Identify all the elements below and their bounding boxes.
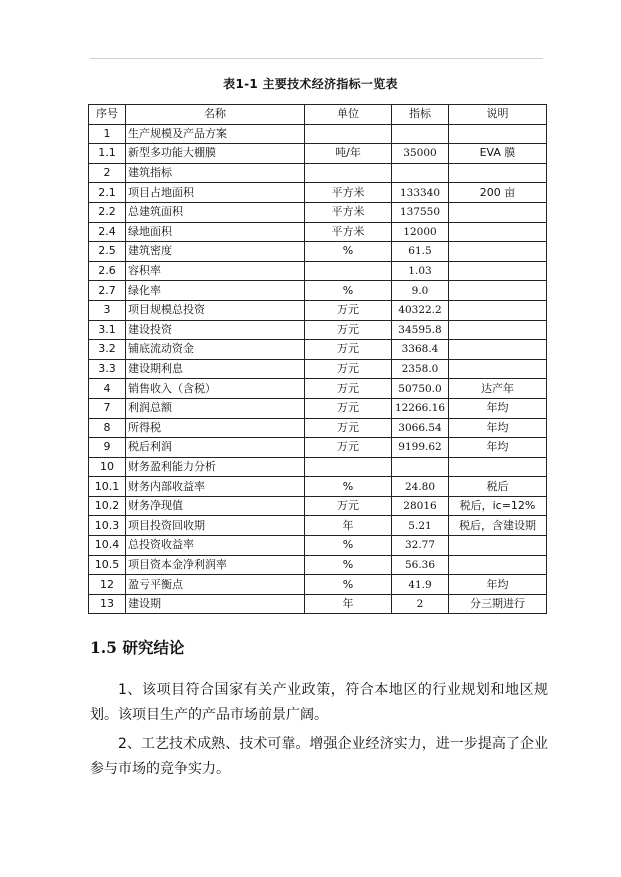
- cell-unit: %: [305, 575, 392, 595]
- cell-unit: 万元: [305, 359, 392, 379]
- cell-name: 建筑密度: [126, 242, 305, 262]
- cell-no: 2.2: [89, 202, 126, 222]
- cell-no: 9: [89, 438, 126, 458]
- table-row: [89, 163, 547, 183]
- table-row: [89, 202, 547, 222]
- cell-unit: 吨/年: [305, 144, 392, 164]
- cell-name: 建设期: [126, 594, 305, 614]
- header-no: 序号: [89, 105, 126, 125]
- cell-no: 3.1: [89, 320, 126, 340]
- cell-no: 1.1: [89, 144, 126, 164]
- section-heading: 1.5 研究结论: [90, 638, 185, 657]
- cell-note: 达产年: [449, 379, 547, 399]
- cell-no: 10.5: [89, 555, 126, 575]
- table-row: [89, 124, 547, 144]
- cell-unit: 平方米: [305, 202, 392, 222]
- table-row: [89, 536, 547, 556]
- cell-name: 财务内部收益率: [126, 477, 305, 497]
- cell-unit: 万元: [305, 340, 392, 360]
- cell-note: EVA 膜: [449, 144, 547, 164]
- conclusion-paragraph-2: 2、工艺技术成熟、技术可靠。增强企业经济实力，进一步提高了企业参与市场的竞争实力。: [90, 736, 548, 777]
- cell-no: 3.2: [89, 340, 126, 360]
- cell-note: 年均: [449, 575, 547, 595]
- cell-note: [449, 261, 547, 281]
- indicators-table: [88, 104, 547, 614]
- cell-name: 所得税: [126, 418, 305, 438]
- table-title: 表1-1 主要技术经济指标一览表: [223, 77, 398, 91]
- cell-name: 总建筑面积: [126, 202, 305, 222]
- table-row: [89, 496, 547, 516]
- cell-unit: %: [305, 242, 392, 262]
- table-row: [89, 144, 547, 164]
- cell-unit: 万元: [305, 379, 392, 399]
- cell-no: 2.1: [89, 183, 126, 203]
- table-row: [89, 555, 547, 575]
- table-row: [89, 261, 547, 281]
- cell-name: 容积率: [126, 261, 305, 281]
- cell-no: 12: [89, 575, 126, 595]
- cell-name: 项目规模总投资: [126, 300, 305, 320]
- cell-note: [449, 320, 547, 340]
- cell-note: [449, 222, 547, 242]
- table-row: [89, 183, 547, 203]
- cell-unit: 万元: [305, 418, 392, 438]
- cell-name: 建筑指标: [126, 163, 305, 183]
- table-row: [89, 516, 547, 536]
- cell-no: 8: [89, 418, 126, 438]
- header-value: 指标: [392, 105, 449, 125]
- cell-note: 分三期进行: [449, 594, 547, 614]
- cell-name: 建设投资: [126, 320, 305, 340]
- cell-unit: %: [305, 536, 392, 556]
- cell-name: 盈亏平衡点: [126, 575, 305, 595]
- cell-note: [449, 202, 547, 222]
- cell-note: [449, 359, 547, 379]
- cell-value: 3368.4: [392, 340, 449, 360]
- cell-no: 3.3: [89, 359, 126, 379]
- cell-value: 50750.0: [392, 379, 449, 399]
- cell-unit: %: [305, 477, 392, 497]
- table-row: [89, 477, 547, 497]
- cell-value: 61.5: [392, 242, 449, 262]
- cell-unit: [305, 124, 392, 144]
- cell-value: 137550: [392, 202, 449, 222]
- cell-value: 2: [392, 594, 449, 614]
- table-row: [89, 457, 547, 477]
- cell-value: 24.80: [392, 477, 449, 497]
- cell-note: [449, 457, 547, 477]
- table-row: [89, 398, 547, 418]
- table-row: [89, 575, 547, 595]
- cell-name: 铺底流动资金: [126, 340, 305, 360]
- cell-value: [392, 163, 449, 183]
- table-row: [89, 300, 547, 320]
- cell-unit: [305, 457, 392, 477]
- table-row: [89, 222, 547, 242]
- cell-name: 利润总额: [126, 398, 305, 418]
- cell-note: 年均: [449, 398, 547, 418]
- cell-name: 绿地面积: [126, 222, 305, 242]
- cell-note: [449, 163, 547, 183]
- cell-unit: 万元: [305, 398, 392, 418]
- cell-value: 40322.2: [392, 300, 449, 320]
- cell-note: 年均: [449, 418, 547, 438]
- cell-note: 年均: [449, 438, 547, 458]
- cell-no: 10.4: [89, 536, 126, 556]
- table-row: [89, 340, 547, 360]
- cell-unit: 万元: [305, 438, 392, 458]
- cell-unit: 平方米: [305, 183, 392, 203]
- cell-note: 税后，ic=12%: [449, 496, 547, 516]
- cell-note: [449, 242, 547, 262]
- cell-no: 2: [89, 163, 126, 183]
- table-row: [89, 438, 547, 458]
- cell-value: 9.0: [392, 281, 449, 301]
- cell-no: 2.4: [89, 222, 126, 242]
- cell-name: 总投资收益率: [126, 536, 305, 556]
- table-header-row: [89, 105, 547, 125]
- cell-unit: 平方米: [305, 222, 392, 242]
- cell-value: 12266.16: [392, 398, 449, 418]
- cell-note: [449, 124, 547, 144]
- cell-name: 项目资本金净利润率: [126, 555, 305, 575]
- page-header-rule: [90, 58, 543, 59]
- cell-unit: [305, 261, 392, 281]
- cell-value: 9199.62: [392, 438, 449, 458]
- cell-name: 项目占地面积: [126, 183, 305, 203]
- cell-name: 财务盈利能力分析: [126, 457, 305, 477]
- cell-note: [449, 300, 547, 320]
- cell-value: 34595.8: [392, 320, 449, 340]
- cell-value: 12000: [392, 222, 449, 242]
- cell-name: 销售收入（含税）: [126, 379, 305, 399]
- cell-no: 1: [89, 124, 126, 144]
- cell-value: 5.21: [392, 516, 449, 536]
- table-row: [89, 242, 547, 262]
- cell-value: 1.03: [392, 261, 449, 281]
- cell-unit: 万元: [305, 496, 392, 516]
- cell-value: [392, 124, 449, 144]
- cell-note: [449, 340, 547, 360]
- cell-no: 13: [89, 594, 126, 614]
- table-row: [89, 320, 547, 340]
- cell-no: 2.7: [89, 281, 126, 301]
- cell-no: 10.1: [89, 477, 126, 497]
- cell-unit: 年: [305, 516, 392, 536]
- cell-unit: [305, 163, 392, 183]
- cell-unit: %: [305, 555, 392, 575]
- header-name: 名称: [126, 105, 305, 125]
- cell-value: 28016: [392, 496, 449, 516]
- cell-name: 建设期利息: [126, 359, 305, 379]
- cell-no: 4: [89, 379, 126, 399]
- cell-name: 项目投资回收期: [126, 516, 305, 536]
- cell-unit: 万元: [305, 300, 392, 320]
- cell-name: 生产规模及产品方案: [126, 124, 305, 144]
- cell-unit: 万元: [305, 320, 392, 340]
- cell-no: 7: [89, 398, 126, 418]
- cell-note: 税后: [449, 477, 547, 497]
- cell-note: [449, 281, 547, 301]
- cell-name: 绿化率: [126, 281, 305, 301]
- table-body: [89, 124, 547, 614]
- cell-unit: 年: [305, 594, 392, 614]
- header-unit: 单位: [305, 105, 392, 125]
- cell-value: [392, 457, 449, 477]
- cell-no: 10.3: [89, 516, 126, 536]
- cell-no: 3: [89, 300, 126, 320]
- cell-name: 新型多功能大棚膜: [126, 144, 305, 164]
- cell-value: 32.77: [392, 536, 449, 556]
- cell-note: 200 亩: [449, 183, 547, 203]
- cell-note: 税后，含建设期: [449, 516, 547, 536]
- table-row: [89, 379, 547, 399]
- table-row: [89, 594, 547, 614]
- cell-no: 10: [89, 457, 126, 477]
- cell-name: 税后利润: [126, 438, 305, 458]
- table-row: [89, 359, 547, 379]
- table-row: [89, 418, 547, 438]
- cell-value: 133340: [392, 183, 449, 203]
- cell-unit: %: [305, 281, 392, 301]
- table-row: [89, 281, 547, 301]
- cell-value: 3066.54: [392, 418, 449, 438]
- cell-value: 2358.0: [392, 359, 449, 379]
- conclusion-paragraph-1: 1、该项目符合国家有关产业政策，符合本地区的行业规划和地区规划。该项目生产的产品市场前景广阔。: [90, 682, 548, 723]
- cell-no: 10.2: [89, 496, 126, 516]
- cell-note: [449, 555, 547, 575]
- cell-no: 2.5: [89, 242, 126, 262]
- cell-note: [449, 536, 547, 556]
- cell-no: 2.6: [89, 261, 126, 281]
- header-note: 说明: [449, 105, 547, 125]
- cell-name: 财务净现值: [126, 496, 305, 516]
- cell-value: 41.9: [392, 575, 449, 595]
- cell-value: 35000: [392, 144, 449, 164]
- cell-value: 56.36: [392, 555, 449, 575]
